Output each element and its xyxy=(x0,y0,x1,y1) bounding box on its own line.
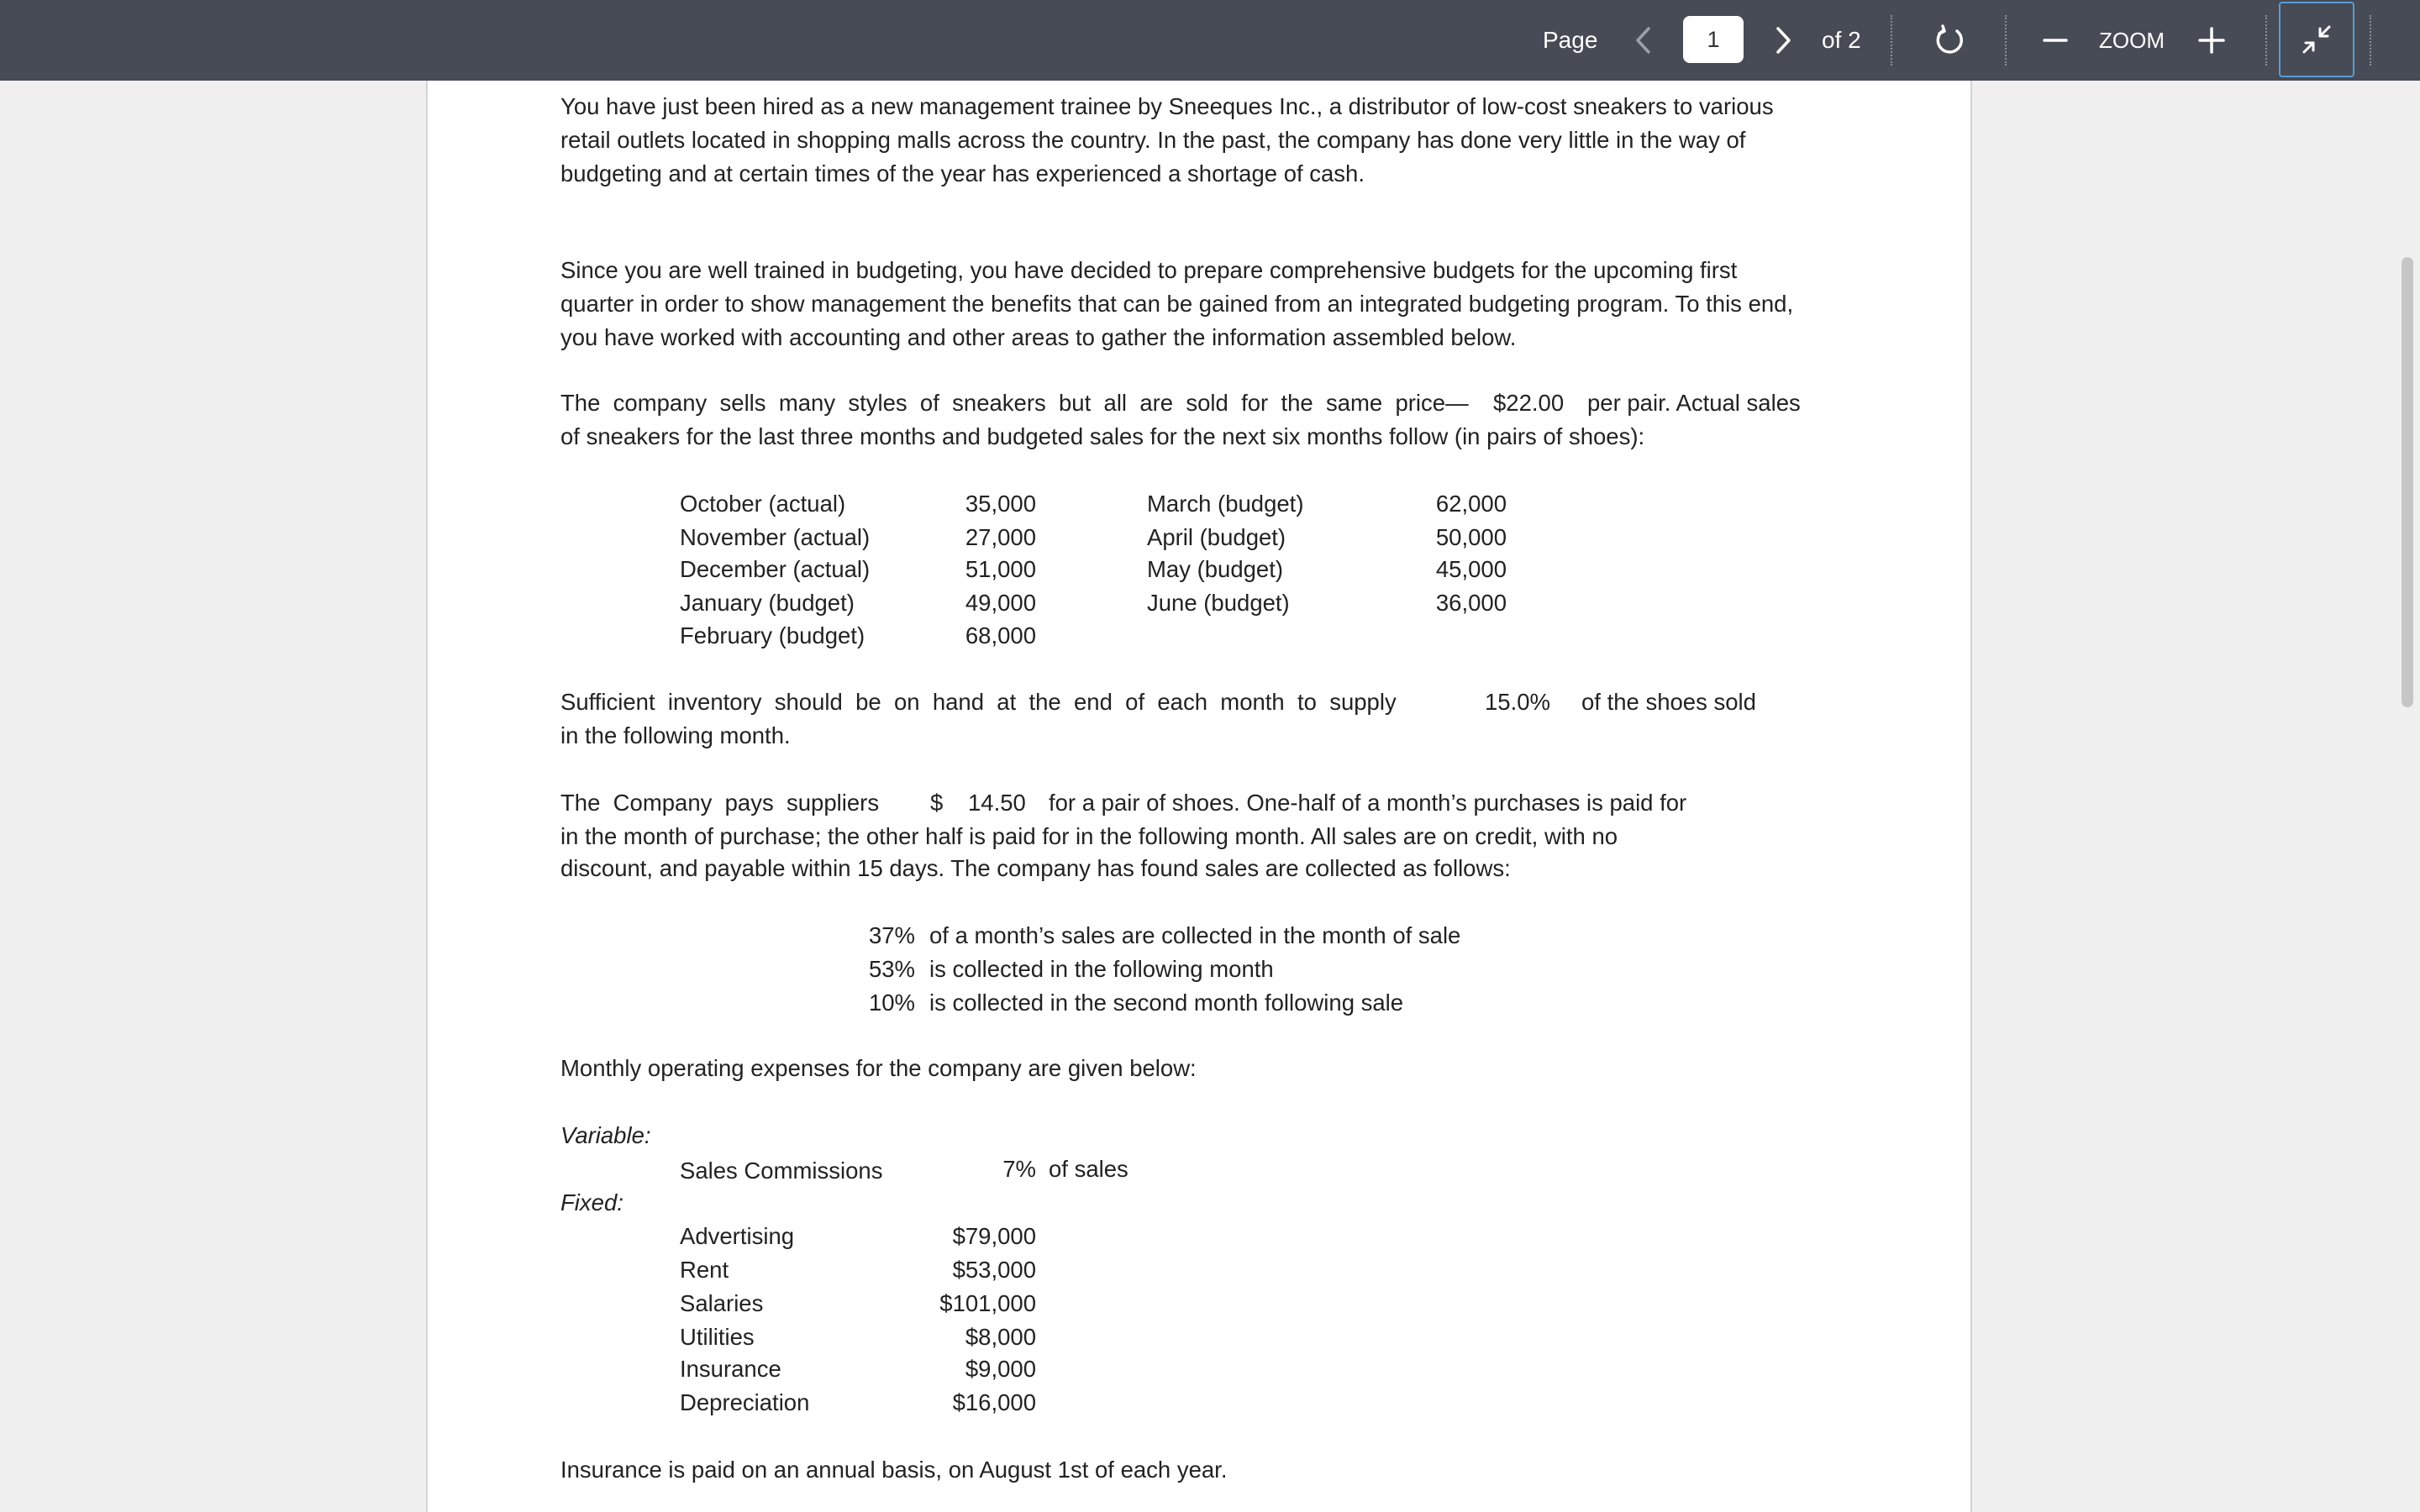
sales-month: April (budget) xyxy=(1147,524,1286,550)
collapse-icon xyxy=(2300,23,2333,56)
price-line-suffix: per pair. Actual sales xyxy=(1587,390,1801,416)
fixed-expense-name: Advertising xyxy=(680,1223,795,1249)
zoom-in-button[interactable] xyxy=(2195,22,2228,59)
sales-month: October (actual) xyxy=(680,491,846,517)
fixed-expense-name: Utilities xyxy=(680,1324,755,1350)
sales-month: November (actual) xyxy=(680,524,871,550)
document-page xyxy=(426,81,1972,1512)
intro-line: budgeting and at certain times of the year has experienced a shortage of cash. xyxy=(560,160,1365,186)
sales-month: May (budget) xyxy=(1147,556,1284,582)
document-viewport xyxy=(0,81,2420,1512)
fixed-expense-name: Depreciation xyxy=(680,1389,810,1415)
sales-qty: 49,000 xyxy=(965,590,1036,616)
zoom-out-button[interactable] xyxy=(2040,24,2070,57)
sales-month: March (budget) xyxy=(1147,491,1304,517)
sales-qty: 68,000 xyxy=(965,622,1036,648)
scrollbar-thumb[interactable] xyxy=(2402,257,2413,707)
purchase-dollar: $ xyxy=(930,790,944,816)
fixed-expense-amount: $101,000 xyxy=(939,1290,1036,1316)
sales-qty: 36,000 xyxy=(1435,590,1507,616)
fixed-expense-name: Insurance xyxy=(680,1356,781,1382)
toolbar-divider xyxy=(2005,15,2007,66)
rotate-icon xyxy=(1933,24,1966,57)
opex-intro: Monthly operating expenses for the company are given below: xyxy=(560,1055,1197,1081)
sales-qty: 50,000 xyxy=(1435,524,1507,550)
purchases-line: The Company pays suppliers xyxy=(560,790,880,816)
sales-qty: 27,000 xyxy=(965,524,1036,550)
page-count-label: of 2 xyxy=(1822,27,1861,53)
budget-paragraph-line: Since you are well trained in budgeting, you have decided to prepare comprehensive budgets for the upcoming first xyxy=(560,257,1738,283)
budget-paragraph-line: you have worked with accounting and other areas to gather the information assembled below. xyxy=(560,324,1517,350)
sales-qty: 45,000 xyxy=(1435,556,1507,582)
page-label: Page xyxy=(1543,27,1598,53)
variable-expense-name: Sales Commissions xyxy=(680,1158,883,1184)
sales-month: December (actual) xyxy=(680,556,871,582)
previous-page-button[interactable] xyxy=(1628,22,1659,59)
sales-month: January (budget) xyxy=(680,590,855,616)
zoom-label: ZOOM xyxy=(2099,27,2165,53)
variable-expense-suffix: of sales xyxy=(1049,1156,1128,1182)
sales-qty: 35,000 xyxy=(965,491,1036,517)
collection-text: is collected in the following month xyxy=(929,956,1274,982)
inventory-pct: 15.0% xyxy=(1485,689,1550,715)
rotate-button[interactable] xyxy=(1931,18,1968,62)
toolbar-divider xyxy=(2265,15,2267,66)
insurance-note: Insurance is paid on an annual basis, on August 1st of each year. xyxy=(560,1457,1228,1483)
price-line: The company sells many styles of sneakers but all are sold for the same price— xyxy=(560,390,1469,416)
purchases-line-suffix: for a pair of shoes. One-half of a month’s purchases is paid for xyxy=(1049,790,1687,816)
purchase-price: 14.50 xyxy=(968,790,1026,816)
budget-paragraph-line: quarter in order to show management the benefits that can be gained from an integrated budgeting program. To this end, xyxy=(560,291,1794,317)
collection-pct: 53% xyxy=(868,956,915,982)
fixed-expense-name: Salaries xyxy=(680,1290,764,1316)
fixed-expense-amount: $16,000 xyxy=(952,1389,1036,1415)
intro-line: retail outlets located in shopping malls across the country. In the past, the company has done very little in the way of xyxy=(560,127,1746,153)
page-number-input[interactable] xyxy=(1683,16,1744,63)
price-line: of sneakers for the last three months and budgeted sales for the next six months follow (in pairs of shoes): xyxy=(560,423,1645,449)
viewer-toolbar xyxy=(0,0,2420,81)
fixed-label: Fixed: xyxy=(560,1189,623,1215)
collection-pct: 10% xyxy=(868,990,915,1016)
plus-icon xyxy=(2198,27,2225,54)
fixed-expense-name: Rent xyxy=(680,1257,729,1283)
sales-month: June (budget) xyxy=(1147,590,1290,616)
collection-text: of a month’s sales are collected in the month of sale xyxy=(929,922,1461,948)
fixed-expense-amount: $53,000 xyxy=(952,1257,1036,1283)
variable-expense-pct: 7% xyxy=(1002,1156,1036,1182)
next-page-button[interactable] xyxy=(1768,22,1798,59)
intro-line: You have just been hired as a new management trainee by Sneeques Inc., a distributor of low-cost sneakers to various xyxy=(560,93,1774,119)
sales-qty: 62,000 xyxy=(1435,491,1507,517)
collection-pct: 37% xyxy=(868,922,915,948)
chevron-left-icon xyxy=(1634,25,1654,55)
toolbar-divider xyxy=(1891,15,1892,66)
collection-text: is collected in the second month following sale xyxy=(929,990,1404,1016)
variable-label: Variable: xyxy=(560,1122,651,1148)
fixed-expense-amount: $79,000 xyxy=(952,1223,1036,1249)
minus-icon xyxy=(2043,28,2068,53)
purchases-line: discount, and payable within 15 days. The company has found sales are collected as follows: xyxy=(560,855,1511,881)
chevron-right-icon xyxy=(1773,25,1793,55)
sales-month: February (budget) xyxy=(680,622,865,648)
sales-qty: 51,000 xyxy=(965,556,1036,582)
inventory-line-suffix: of the shoes sold xyxy=(1581,689,1756,715)
fixed-expense-amount: $9,000 xyxy=(965,1356,1036,1382)
exit-fullscreen-button[interactable] xyxy=(2279,2,2354,77)
inventory-line: Sufficient inventory should be on hand at the end of each month to supply xyxy=(560,689,1397,715)
fixed-expense-amount: $8,000 xyxy=(965,1324,1036,1350)
purchases-line: in the month of purchase; the other half is paid for in the following month. All sales are on credit, with no xyxy=(560,823,1618,849)
toolbar-divider xyxy=(2370,15,2371,66)
price-value: $22.00 xyxy=(1493,390,1565,416)
inventory-line: in the following month. xyxy=(560,722,791,748)
